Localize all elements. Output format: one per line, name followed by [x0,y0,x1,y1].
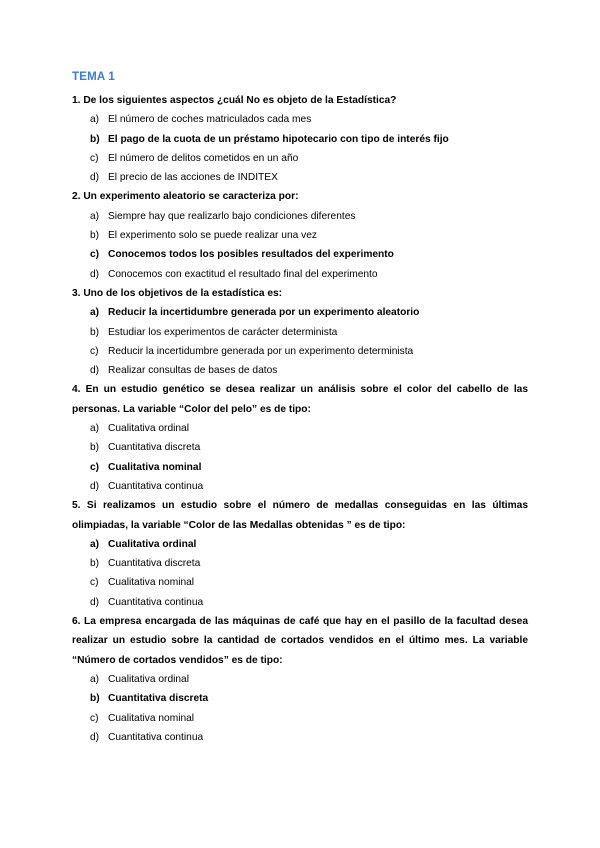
answer-option [72,573,528,592]
option-text: Realizar consultas de bases de datos [108,365,278,377]
answer-option [72,110,528,129]
question-text: 6. La empresa encargada de las máquinas de café que hay en el pasillo de la facultad desea realizar un estudio sobre la cantidad de cortados vendidos en el último mes. La variable “Número de cortados vendidos” es de tipo: [72,616,528,666]
option-text: Cualitativa ordinal [108,538,197,550]
answer-option [72,265,528,284]
option-text: El número de delitos cometidos en un año [108,152,299,164]
question-block [72,612,528,747]
option-text: Cualitativa ordinal [108,423,189,435]
option-letter: c) [90,152,99,164]
question-text: 2. Un experimento aleatorio se caracteriza por: [72,191,299,203]
option-letter: b) [90,326,100,338]
option-letter: b) [90,558,100,570]
option-text: Conocemos todos los posibles resultados del experimento [108,249,394,261]
answer-option [72,342,528,361]
answer-option [72,438,528,457]
question-text: 5. Si realizamos un estudio sobre el número de medallas conseguidas en las últimas olimpiadas, la variable “Color de las Medallas obtenidas ” es de tipo: [72,500,528,531]
question-text: 4. En un estudio genético se desea realizar un análisis sobre el color del cabello de las personas. La variable “Color del pelo” es de tipo: [72,384,528,415]
answer-option [72,419,528,438]
option-text: Cualitativa nominal [108,577,195,589]
answer-option [72,226,528,245]
option-text: Siempre hay que realizarlo bajo condiciones diferentes [108,210,356,222]
option-text: Cualitativa nominal [108,712,195,724]
option-letter: c) [90,461,100,473]
question-text: 3. Uno de los objetivos de la estadística es: [72,287,283,299]
answer-option [72,670,528,689]
question-block [72,187,528,283]
option-letter: d) [90,268,100,280]
answer-option [72,554,528,573]
option-letter: a) [90,210,100,222]
option-letter: b) [90,133,100,145]
answer-option [72,728,528,747]
answer-option [72,323,528,342]
option-letter: a) [90,673,100,685]
option-text: Cuantitativa discreta [108,442,201,454]
option-text: Cuantitativa continua [108,596,204,608]
option-text: Cuantitativa discreta [108,558,201,570]
option-letter: a) [90,114,100,126]
option-letter: b) [90,442,100,454]
option-letter: d) [90,596,100,608]
option-letter: a) [90,307,100,319]
option-letter: c) [90,577,99,589]
option-letter: a) [90,423,100,435]
question-block [72,91,528,187]
answer-option [72,477,528,496]
option-letter: c) [90,345,99,357]
answer-option [72,361,528,380]
option-letter: c) [90,712,99,724]
answer-option [72,593,528,612]
option-text: Cualitativa nominal [108,461,202,473]
option-text: Cualitativa ordinal [108,673,189,685]
question-block [72,284,528,380]
answer-option [72,689,528,708]
option-text: Reducir la incertidumbre generada por un experimento determinista [108,345,414,357]
option-letter: d) [90,731,100,743]
option-text: Cuantitativa discreta [108,693,209,705]
option-letter: c) [90,249,100,261]
question-list [72,91,528,747]
answer-option [72,245,528,264]
option-text: Conocemos con exactitud el resultado final del experimento [108,268,378,280]
option-text: Cuantitativa continua [108,480,204,492]
option-letter: b) [90,230,100,242]
option-text: Reducir la incertidumbre generada por un experimento aleatorio [108,307,420,319]
option-text: El precio de las acciones de INDITEX [108,172,278,184]
option-letter: d) [90,365,100,377]
option-letter: d) [90,172,100,184]
section-heading: TEMA 1 [72,71,115,83]
option-text: Cuantitativa continua [108,731,204,743]
answer-option [72,709,528,728]
question-text: 1. De los siguientes aspectos ¿cuál No es objeto de la Estadística? [72,95,397,106]
answer-option [72,303,528,322]
option-letter: a) [90,538,100,550]
answer-option [72,458,528,477]
option-text: El número de coches matriculados cada mes [108,114,312,126]
option-text: El experimento solo se puede realizar una vez [108,230,317,242]
question-block [72,496,528,612]
answer-option [72,130,528,149]
answer-option [72,207,528,226]
option-letter: b) [90,693,100,705]
option-letter: d) [90,480,100,492]
answer-option [72,168,528,187]
question-block [72,380,528,496]
answer-option [72,149,528,168]
option-text: El pago de la cuota de un préstamo hipotecario con tipo de interés fijo [108,133,449,145]
answer-option [72,535,528,554]
option-text: Estudiar los experimentos de carácter determinista [108,326,338,338]
